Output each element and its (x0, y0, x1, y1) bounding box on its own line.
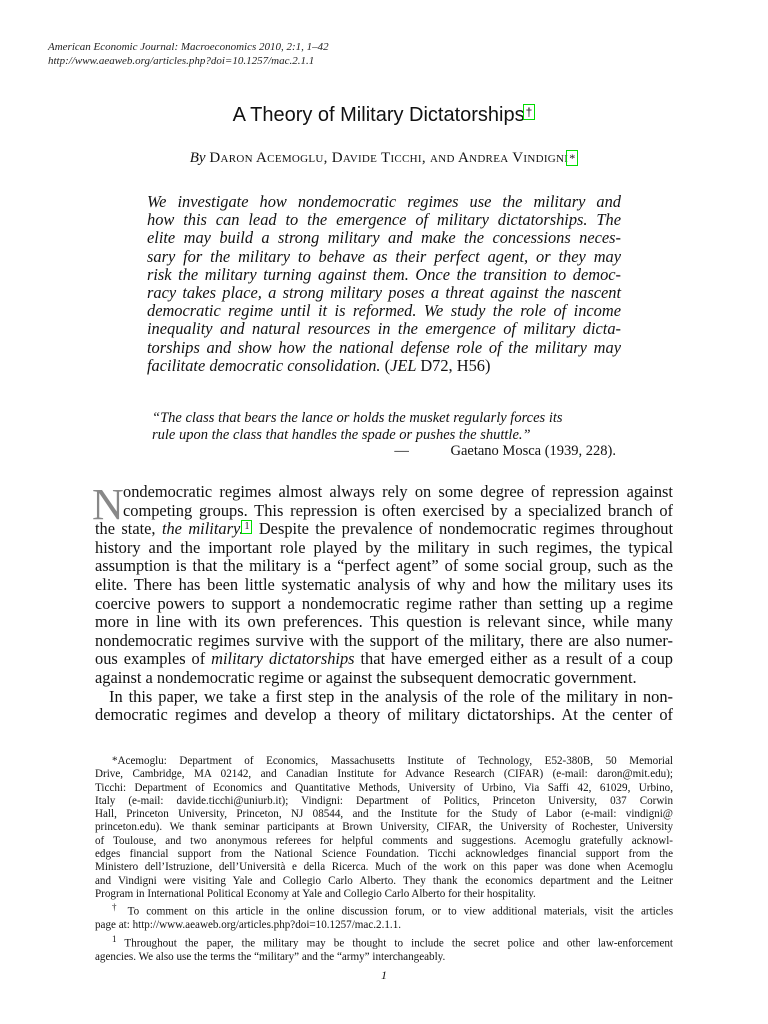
abstract-line: sary for the military to behave as their perfect agent, or they may (147, 246, 621, 266)
abstract-last-line (147, 357, 621, 375)
title-text: A Theory of Military Dictatorships (232, 104, 525, 126)
abstract-line: racy takes place, a strong military poses a threat against the nascent (147, 283, 621, 303)
jel-open: ( (384, 355, 391, 375)
jel-label: JEL (390, 355, 417, 375)
body-line (95, 650, 673, 669)
title-footnote-link[interactable]: † (523, 104, 536, 120)
footnote-1-line (95, 933, 673, 951)
body-line: more in line with its own preferences. This question is relevant since, while many (95, 612, 673, 632)
epigraph-line: “The class that bears the lance or holds the musket regularly forces its (152, 410, 563, 426)
abstract-line: torships and show how the national defense role of the military may (147, 337, 621, 357)
body-text (92, 480, 674, 725)
footnote-dagger-line (95, 901, 673, 919)
abstract (147, 193, 621, 375)
author-line (0, 150, 768, 167)
footnote-line[interactable]: page at: http://www.aeaweb.org/articles.php?doi=10.1257/mac.2.1.1. (95, 919, 402, 932)
footnote-line: Program in International Political Economy at Yale and Collegio Carlo Alberto for their hospitality. (95, 887, 536, 900)
body-text-fragment: that have emerged either as a result of a coup (360, 649, 673, 669)
abstract-line: inequality and natural resources in the emergence of military dicta- (147, 319, 621, 339)
journal-citation: American Economic Journal: Macroeconomics 2010, 2:1, 1–42 (48, 41, 329, 53)
dagger-text: To comment on this article in the online discussion forum, or to view additional materials, visit the articles (127, 905, 674, 918)
emphasis-military-dictatorships: military dictatorships (211, 649, 355, 669)
body-text-fragment: the state, (95, 519, 156, 539)
footnote-line: *Acemoglu: Department of Economics, Massachusetts Institute of Technology, E52-380B, 50 Memorial (112, 755, 673, 767)
abstract-line: elite may build a strong military and make the concessions neces- (147, 228, 621, 248)
abstract-last-text: facilitate democratic consolidation. (147, 355, 381, 375)
body-line: assumption is that the military is a “perfect agent” of some social group, such as the (95, 556, 673, 576)
abstract-line: democratic regime until it is reformed. We study the role of income (147, 301, 621, 321)
epigraph-attribution: Gaetano Mosca (1939, 228). (450, 443, 616, 459)
epigraph-attribution-line (152, 443, 616, 460)
body-line: nondemocratic regimes survive with the support of the military, there are also numer- (95, 630, 673, 650)
body-line: ondemocratic regimes almost always rely on some degree of repression against (123, 482, 673, 501)
article-url[interactable]: http://www.aeaweb.org/articles.php?doi=10.1257/mac.2.1.1 (48, 55, 315, 67)
drop-cap: N (92, 480, 124, 529)
paper-title (0, 104, 768, 127)
footnote-1-link[interactable]: 1 (241, 520, 252, 534)
abstract-line: risk the military turning against them. Once the transition to democ- (147, 264, 621, 284)
journal-header (48, 40, 329, 68)
emphasis-military: the military. (161, 519, 244, 539)
body-line: elite. There has been little systematic analysis of why and how the military uses its (95, 574, 673, 594)
epigraph (152, 410, 616, 460)
footnote-line: princeton.edu). We thank seminar participants at Brown University, CIFAR, the University of Rochester, University (95, 821, 673, 834)
body-line: democratic regimes and develop a theory of military dictatorships. At the center of (95, 705, 673, 725)
body-line: competing groups. This repression is often exercised by a specialized branch of (123, 500, 673, 520)
footnote-line: Ministero dell’Istruzione, dell’Università e della Ricerca. Much of the work on this paper was done when Acemoglu (95, 861, 673, 874)
body-line (95, 520, 673, 539)
footnote-1-mark: 1 (112, 933, 117, 944)
abstract-line: how this can lead to the emergence of military dictatorships. The (147, 210, 621, 230)
footnote-line: Italy (e-mail: davide.ticchi@uniurb.it); Vindigni: Department of Politics, Princeton University, 037 Corwin (95, 794, 673, 807)
body-line: In this paper, we take a first step in the analysis of the role of the military in non- (109, 686, 673, 706)
body-line: history and the important role played by the military in such regimes, the typical (95, 537, 673, 557)
body-text-fragment: ous examples of (95, 649, 206, 669)
footnote-line: Hall, Princeton University, Princeton, NJ 08544, and the Institute for the Study of Labor (e-mail: vindigni@ (95, 808, 673, 821)
footnote-line: and Vindigni were visiting Yale and Collegio Carlo Alberto. They thank the economics department and the Leitner (95, 874, 673, 887)
page-number: 1 (381, 968, 387, 982)
footnote-line: Drive, Cambridge, MA 02142, and Canadian Institute for Advance Research (CIFAR) (e-mail: daron@mit.edu); (95, 768, 673, 781)
body-text-fragment: Despite the prevalence of nondemocratic regimes throughout (258, 519, 674, 539)
jel-codes: D72, H56) (420, 355, 491, 375)
author-names: Daron Acemoglu, Davide Ticchi, and Andrea Vindigni (209, 150, 569, 166)
footnotes (95, 755, 673, 964)
body-line: against a nondemocratic regime or against the subsequent democratic government. (95, 667, 637, 687)
footnote-1-text: Throughout the paper, the military may be thought to include the secret police and other law-enforcement (124, 937, 673, 950)
footnote-line: Ticchi: Department of Economics and Quantitative Methods, University of Urbino, Via Saffi 42, 61029, Urbino, (95, 781, 673, 794)
author-footnote-link[interactable]: * (566, 150, 578, 166)
dagger-mark: † (112, 902, 121, 913)
footnote-line: of Toulouse, and two anonymous referees for helpful comments and suggestions. Acemoglu gratefully acknowl- (95, 834, 673, 847)
body-line: coercive powers to support a nondemocratic regime rather than setting up a regime (95, 593, 673, 613)
by-label: By (189, 150, 206, 166)
epigraph-dash: — (394, 443, 409, 459)
footnote-line: edges financial support from the National Science Foundation. Ticchi acknowledges financial support from the (95, 848, 673, 861)
footnote-line: agencies. We also use the terms the “military” and the “army” interchangeably. (95, 950, 446, 963)
abstract-line: We investigate how nondemocratic regimes use the military and (147, 192, 621, 211)
epigraph-line: rule upon the class that handles the spade or pushes the shuttle.” (152, 426, 531, 443)
